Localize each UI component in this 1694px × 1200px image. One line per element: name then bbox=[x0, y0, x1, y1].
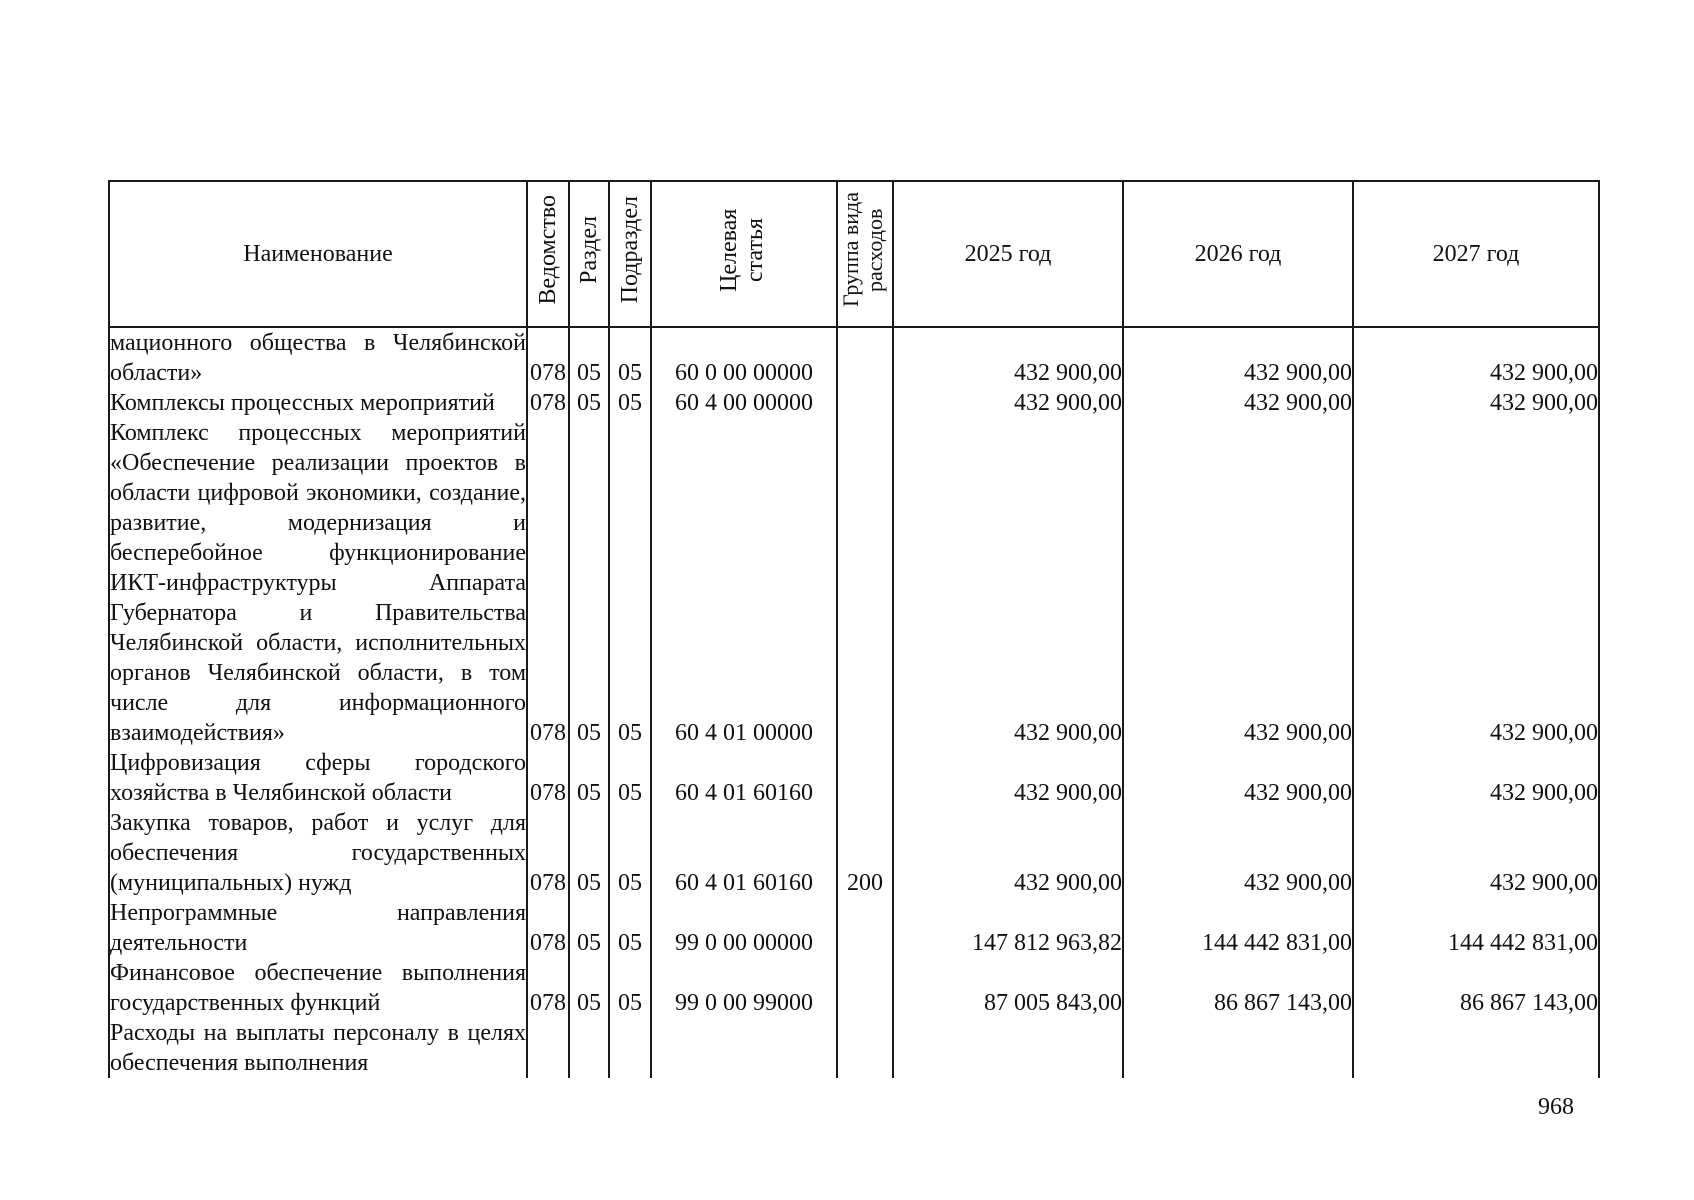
row-razdel: 05 bbox=[569, 418, 609, 748]
row-amount-2025 bbox=[893, 1018, 1123, 1078]
row-amount-2027: 432 900,00 bbox=[1353, 808, 1599, 898]
row-gruppa-vida bbox=[837, 388, 893, 418]
row-vedomstvo: 078 bbox=[527, 388, 569, 418]
row-celevaya-statya: 60 0 00 00000 bbox=[651, 327, 837, 388]
table-row bbox=[109, 388, 1599, 418]
row-gruppa-vida bbox=[837, 327, 893, 388]
row-razdel: 05 bbox=[569, 748, 609, 808]
row-amount-2026: 432 900,00 bbox=[1123, 327, 1353, 388]
row-amount-2026: 144 442 831,00 bbox=[1123, 898, 1353, 958]
header-2026: 2026 год bbox=[1123, 181, 1353, 327]
row-podrazdel: 05 bbox=[609, 958, 651, 1018]
row-razdel: 05 bbox=[569, 898, 609, 958]
row-amount-2025: 432 900,00 bbox=[893, 418, 1123, 748]
row-podrazdel: 05 bbox=[609, 898, 651, 958]
row-podrazdel: 05 bbox=[609, 748, 651, 808]
row-amount-2027: 144 442 831,00 bbox=[1353, 898, 1599, 958]
row-amount-2025: 432 900,00 bbox=[893, 748, 1123, 808]
row-amount-2025: 432 900,00 bbox=[893, 388, 1123, 418]
header-name: Наименование bbox=[109, 181, 527, 327]
row-name: Расходы на выплаты персоналу в целях обеспечения выполнения bbox=[110, 1020, 526, 1076]
row-name: Финансовое обеспечение выполнения государственных функций bbox=[110, 960, 526, 1016]
row-amount-2026 bbox=[1123, 1018, 1353, 1078]
row-amount-2027 bbox=[1353, 1018, 1599, 1078]
row-vedomstvo: 078 bbox=[527, 808, 569, 898]
row-celevaya-statya bbox=[651, 1018, 837, 1078]
row-celevaya-statya: 60 4 01 00000 bbox=[651, 418, 837, 748]
row-amount-2027: 432 900,00 bbox=[1353, 418, 1599, 748]
row-gruppa-vida bbox=[837, 748, 893, 808]
row-celevaya-statya: 99 0 00 99000 bbox=[651, 958, 837, 1018]
row-razdel: 05 bbox=[569, 388, 609, 418]
row-vedomstvo: 078 bbox=[527, 748, 569, 808]
row-amount-2025: 432 900,00 bbox=[893, 808, 1123, 898]
table-row bbox=[109, 327, 1599, 388]
header-2027: 2027 год bbox=[1353, 181, 1599, 327]
table-row bbox=[109, 808, 1599, 898]
row-podrazdel bbox=[609, 1018, 651, 1078]
table-row bbox=[109, 418, 1599, 748]
row-amount-2025: 432 900,00 bbox=[893, 327, 1123, 388]
row-razdel: 05 bbox=[569, 327, 609, 388]
row-name: Непрограммные направления деятельности bbox=[110, 900, 526, 956]
header-2025: 2025 год bbox=[893, 181, 1123, 327]
row-amount-2026: 432 900,00 bbox=[1123, 388, 1353, 418]
row-vedomstvo bbox=[527, 1018, 569, 1078]
row-gruppa-vida bbox=[837, 898, 893, 958]
row-amount-2026: 432 900,00 bbox=[1123, 418, 1353, 748]
table-row bbox=[109, 1018, 1599, 1078]
row-celevaya-statya: 60 4 01 60160 bbox=[651, 808, 837, 898]
row-amount-2027: 432 900,00 bbox=[1353, 748, 1599, 808]
header-razdel: Раздел bbox=[569, 181, 609, 327]
header-podrazdel: Подраздел bbox=[609, 181, 651, 327]
table-row bbox=[109, 748, 1599, 808]
row-razdel bbox=[569, 1018, 609, 1078]
budget-table bbox=[108, 180, 1600, 1078]
row-name: мационного общества в Челябинской области» bbox=[109, 327, 527, 388]
row-vedomstvo: 078 bbox=[527, 958, 569, 1018]
row-podrazdel: 05 bbox=[609, 388, 651, 418]
row-amount-2026: 86 867 143,00 bbox=[1123, 958, 1353, 1018]
row-gruppa-vida bbox=[837, 418, 893, 748]
row-amount-2025: 87 005 843,00 bbox=[893, 958, 1123, 1018]
row-name: Комплекс процессных мероприятий «Обеспечение реализации проектов в области цифровой экономики, создание, развитие, модернизация и бесперебойное функционирование ИКТ-инфраструктуры Аппарата Губернатора и Правительства Челябинской области, исполнительных органов Челябинской области, в том числе для информационного взаимодействия» bbox=[110, 420, 526, 746]
header-vedomstvo: Ведомство bbox=[527, 181, 569, 327]
row-podrazdel: 05 bbox=[609, 418, 651, 748]
row-podrazdel: 05 bbox=[609, 808, 651, 898]
row-celevaya-statya: 60 4 01 60160 bbox=[651, 748, 837, 808]
row-name: Комплексы процессных мероприятий bbox=[109, 388, 527, 418]
row-gruppa-vida bbox=[837, 958, 893, 1018]
row-amount-2026: 432 900,00 bbox=[1123, 808, 1353, 898]
table-row bbox=[109, 958, 1599, 1018]
row-razdel: 05 bbox=[569, 808, 609, 898]
table-row bbox=[109, 898, 1599, 958]
row-razdel: 05 bbox=[569, 958, 609, 1018]
row-vedomstvo: 078 bbox=[527, 418, 569, 748]
row-celevaya-statya: 99 0 00 00000 bbox=[651, 898, 837, 958]
table-header-row bbox=[109, 181, 1599, 327]
row-gruppa-vida: 200 bbox=[837, 808, 893, 898]
row-amount-2027: 432 900,00 bbox=[1353, 388, 1599, 418]
row-amount-2025: 147 812 963,82 bbox=[893, 898, 1123, 958]
row-name: Цифровизация сферы городского хозяйства в Челябинской области bbox=[110, 750, 526, 806]
row-podrazdel: 05 bbox=[609, 327, 651, 388]
row-amount-2027: 432 900,00 bbox=[1353, 327, 1599, 388]
row-amount-2026: 432 900,00 bbox=[1123, 748, 1353, 808]
row-vedomstvo: 078 bbox=[527, 327, 569, 388]
row-vedomstvo: 078 bbox=[527, 898, 569, 958]
row-name: Закупка товаров, работ и услуг для обеспечения государственных (муниципальных) нужд bbox=[110, 810, 526, 896]
page-number: 968 bbox=[1538, 1094, 1574, 1120]
header-gruppa-vida-rashodov: Группа вида расходов bbox=[837, 181, 893, 327]
row-celevaya-statya: 60 4 00 00000 bbox=[651, 388, 837, 418]
row-amount-2027: 86 867 143,00 bbox=[1353, 958, 1599, 1018]
header-celevaya-statya: Целевая статья bbox=[651, 181, 837, 327]
row-gruppa-vida bbox=[837, 1018, 893, 1078]
